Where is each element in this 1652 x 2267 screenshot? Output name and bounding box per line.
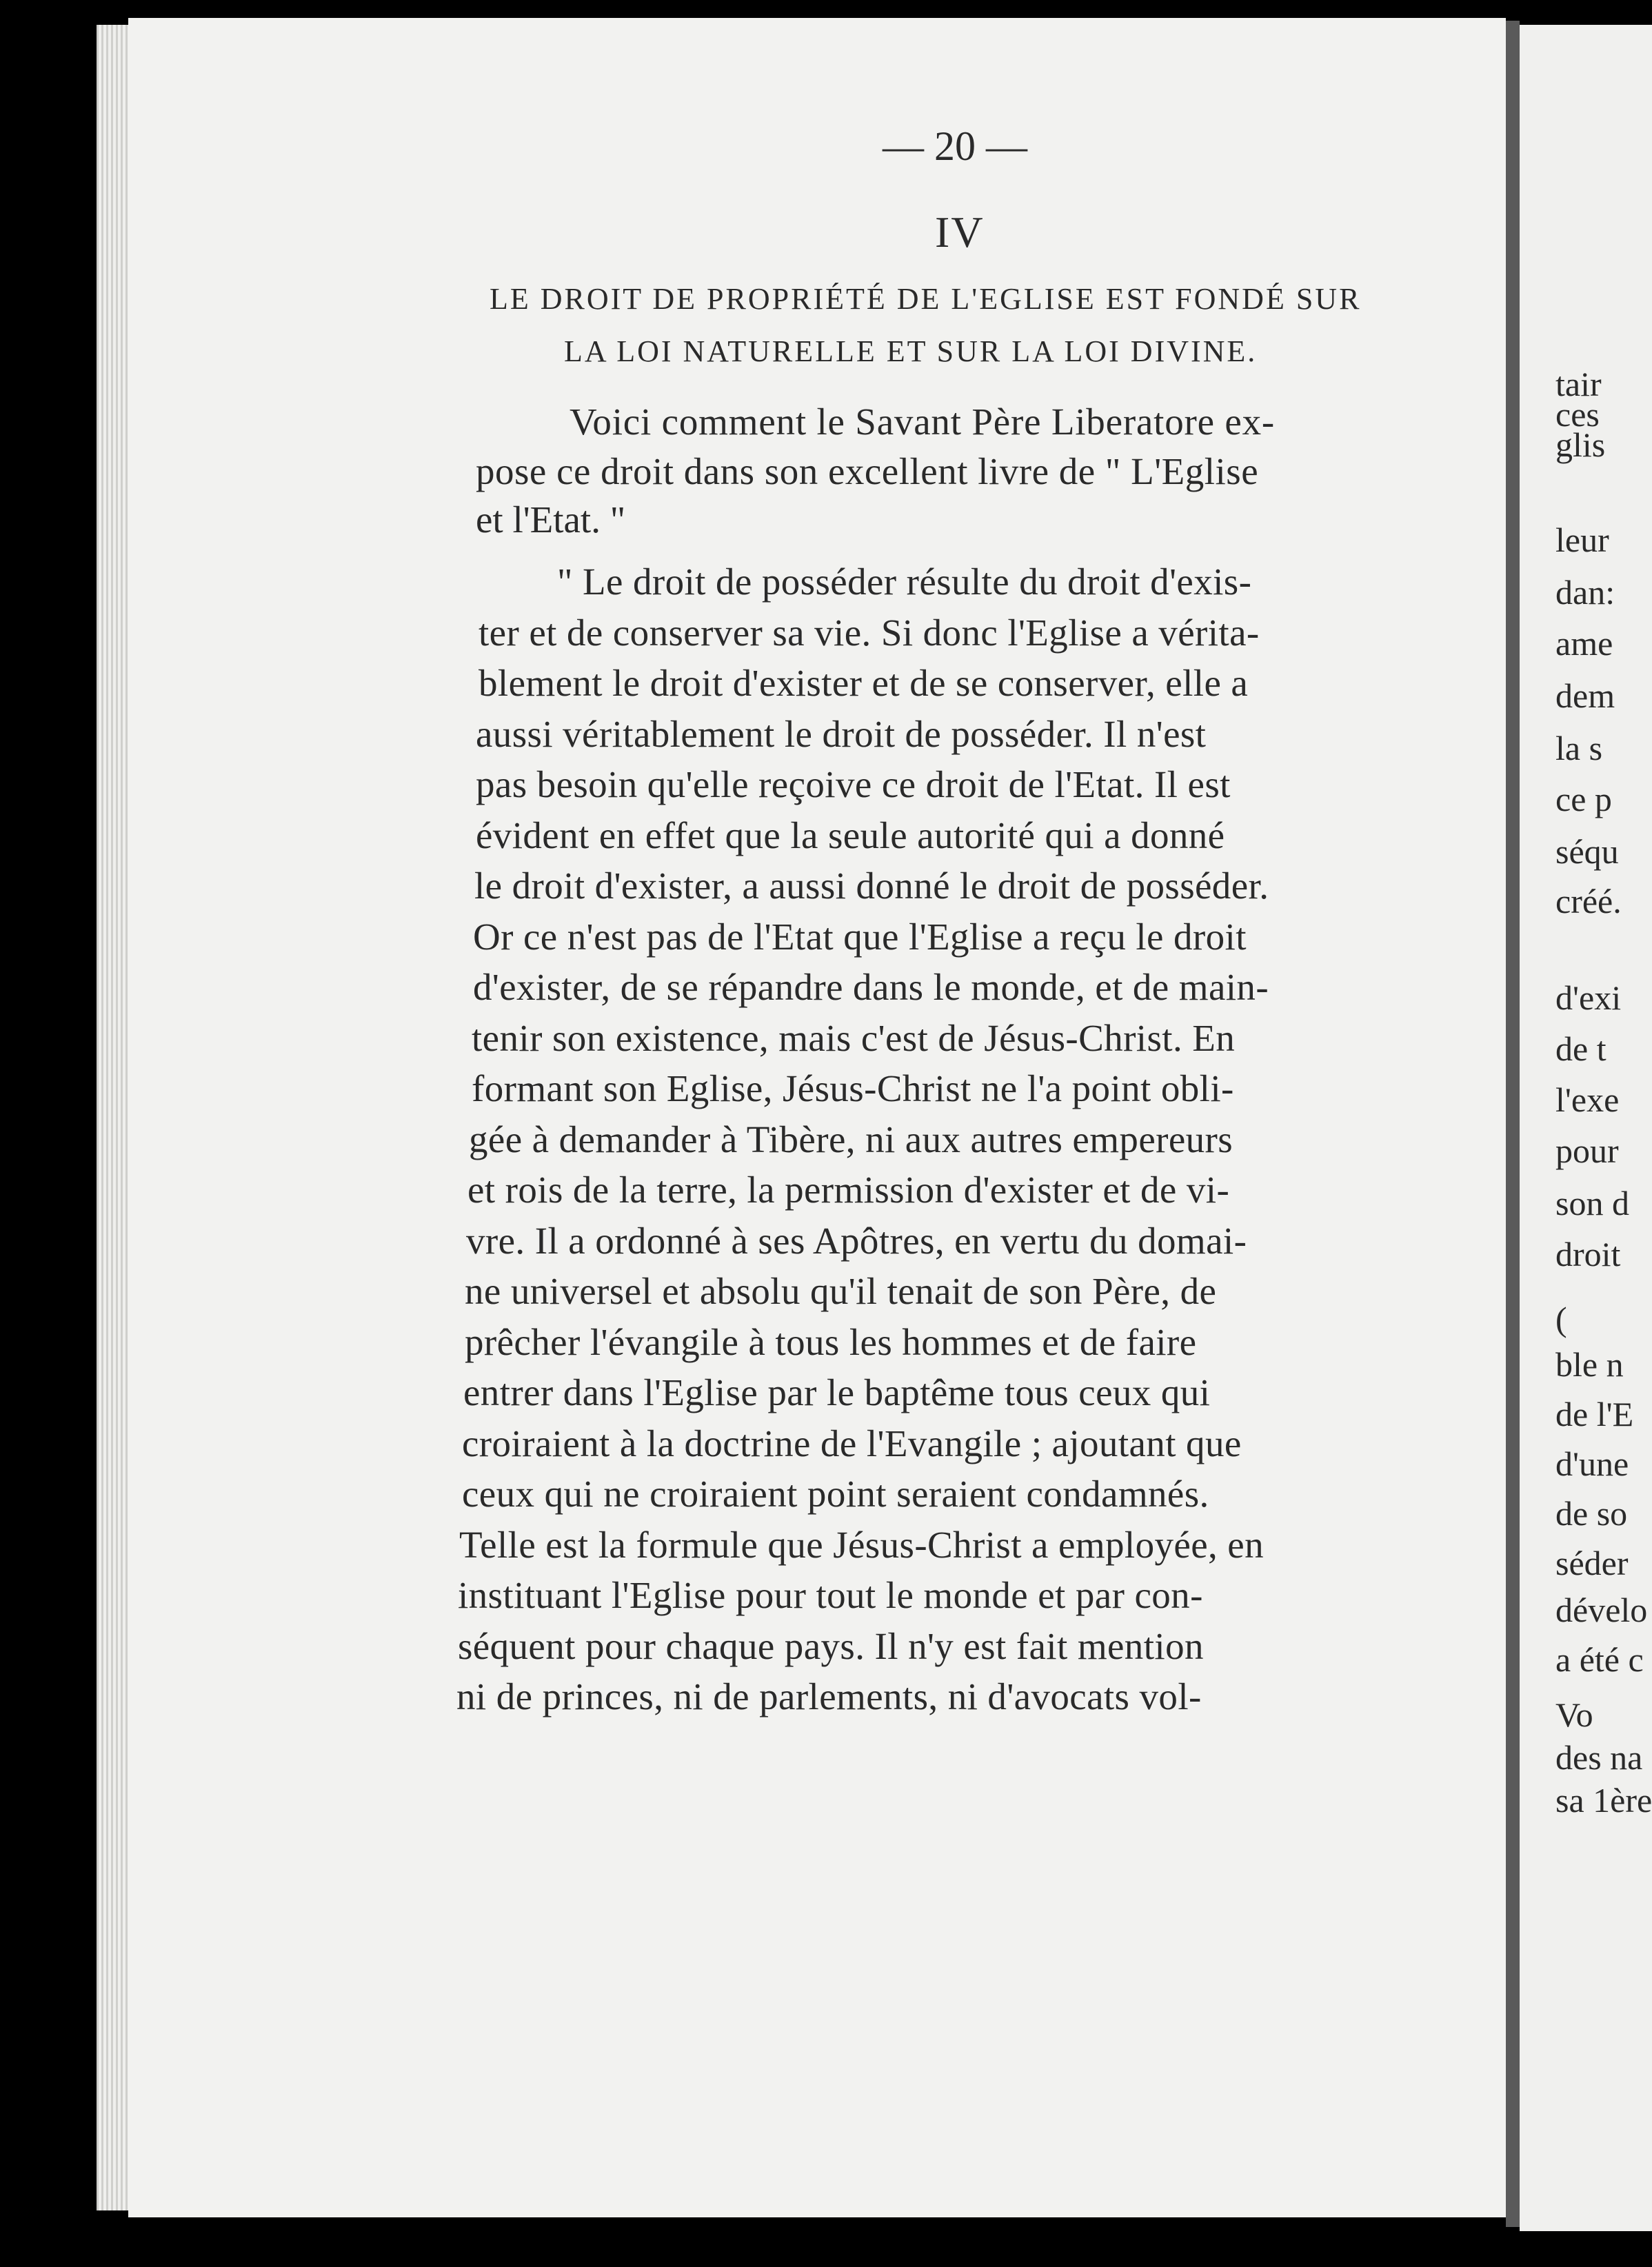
facing-line: dévelo	[1555, 1591, 1648, 1629]
page-stack-edges	[97, 25, 132, 2210]
facing-line: ble n	[1555, 1345, 1624, 1384]
quote-line: Telle est la formule que Jésus-Christ a employée, en	[459, 1523, 1265, 1566]
facing-line: l'exe	[1555, 1080, 1620, 1119]
intro-line: et l'Etat. "	[476, 498, 626, 541]
facing-line: créé.	[1555, 882, 1622, 920]
quote-line: gée à demander à Tibère, ni aux autres empereurs	[469, 1118, 1233, 1160]
intro-line: pose ce droit dans son excellent livre de " L'Eglise	[476, 450, 1259, 492]
section-heading-line-2: LA LOI NATURELLE ET SUR LA LOI DIVINE.	[564, 334, 1258, 368]
section-numeral: IV	[935, 208, 985, 256]
quote-line: aussi véritablement le droit de posséder. Il n'est	[476, 712, 1207, 755]
facing-line: dem	[1555, 676, 1615, 715]
section-heading-line-1: LE DROIT DE PROPRIÉTÉ DE L'EGLISE EST FONDÉ SUR	[490, 282, 1362, 316]
quote-line: évident en effet que la seule autorité qui a donné	[476, 814, 1225, 856]
facing-line: glis	[1555, 425, 1606, 464]
facing-line: d'exi	[1555, 978, 1622, 1017]
quote-line: Or ce n'est pas de l'Etat que l'Eglise a reçu le droit	[473, 915, 1247, 958]
facing-line: (	[1555, 1300, 1567, 1338]
facing-line: leur	[1555, 521, 1609, 559]
quote-line: ne universel et absolu qu'il tenait de son Père, de	[465, 1270, 1217, 1312]
quote-line: d'exister, de se répandre dans le monde, et de main-	[473, 966, 1269, 1008]
facing-page	[1520, 25, 1652, 2231]
facing-line: pour	[1555, 1131, 1619, 1170]
quote-line: blement le droit d'exister et de se conserver, elle a	[479, 662, 1249, 704]
quote-line: tenir son existence, mais c'est de Jésus-Christ. En	[472, 1016, 1236, 1059]
quote-line: le droit d'exister, a aussi donné le droit de posséder.	[474, 865, 1269, 907]
facing-line: séder	[1555, 1544, 1629, 1582]
facing-line: d'une	[1555, 1444, 1629, 1483]
facing-line: ame	[1555, 624, 1613, 663]
facing-line: dan:	[1555, 573, 1615, 612]
facing-line: de l'E	[1555, 1395, 1634, 1433]
facing-line: son d	[1555, 1184, 1629, 1222]
facing-line: tair	[1555, 365, 1602, 403]
quote-line: et rois de la terre, la permission d'exister et de vi-	[467, 1169, 1230, 1211]
facing-line: de so	[1555, 1494, 1628, 1533]
facing-line: ces	[1555, 395, 1600, 434]
quote-line: formant son Eglise, Jésus-Christ ne l'a point obli-	[472, 1067, 1234, 1109]
quote-line: ceux qui ne croiraient point seraient condamnés.	[462, 1473, 1209, 1515]
facing-line: des na	[1555, 1738, 1643, 1777]
quote-line: entrer dans l'Eglise par le baptême tous ceux qui	[463, 1371, 1211, 1413]
book-gutter	[1506, 21, 1520, 2227]
quote-line: vre. Il a ordonné à ses Apôtres, en vertu du domai-	[466, 1219, 1247, 1262]
intro-line: Voici comment le Savant Père Liberatore ex-	[570, 401, 1276, 443]
quote-line: croiraient à la doctrine de l'Evangile ; ajoutant que	[462, 1422, 1242, 1464]
quote-line: ni de princes, ni de parlements, ni d'avocats vol-	[456, 1675, 1202, 1717]
quote-line: pas besoin qu'elle reçoive ce droit de l'Etat. Il est	[476, 763, 1231, 805]
facing-line: sa 1ère	[1555, 1781, 1652, 1820]
quote-line: séquent pour chaque pays. Il n'y est fait mention	[458, 1624, 1204, 1667]
facing-line: droit	[1555, 1235, 1621, 1273]
facing-line: séqu	[1555, 832, 1619, 871]
facing-line: Vo	[1555, 1695, 1593, 1734]
facing-line: de t	[1555, 1029, 1606, 1068]
facing-line: la s	[1555, 729, 1603, 767]
facing-line: ce p	[1555, 780, 1612, 818]
quote-line: instituant l'Eglise pour tout le monde et par con-	[458, 1574, 1203, 1616]
quote-line: " Le droit de posséder résulte du droit d'exis-	[557, 561, 1252, 603]
page-number: — 20 —	[883, 123, 1027, 169]
quote-line: prêcher l'évangile à tous les hommes et de faire	[465, 1320, 1197, 1363]
quote-line: ter et de conserver sa vie. Si donc l'Eglise a vérita-	[479, 611, 1260, 654]
facing-line: a été c	[1555, 1640, 1644, 1679]
